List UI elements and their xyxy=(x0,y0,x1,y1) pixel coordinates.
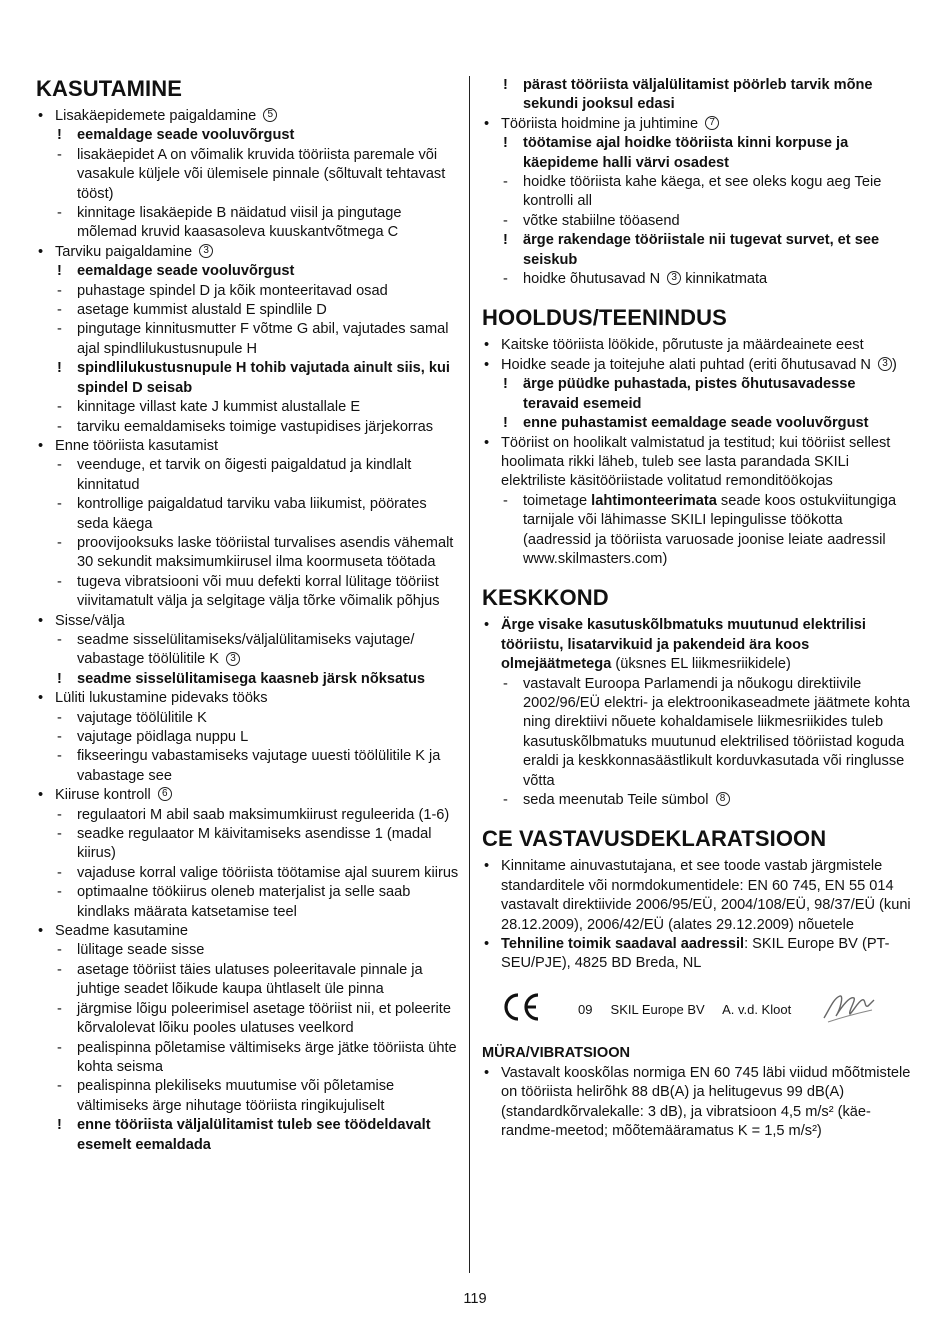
ce-year: 09 xyxy=(578,1001,593,1017)
item-bold-text: Ärge visake kasutuskõlbmatuks muutunud elektrilisi tööriistu, lisatarvikuid ja pakendeid ära koos olmejäätmetega xyxy=(501,617,866,673)
list-item xyxy=(482,356,912,375)
figure-ref-badge: 8 xyxy=(716,792,730,806)
item-text: võtke stabiilne tööasend xyxy=(523,212,680,229)
warning-mark: ! xyxy=(57,360,62,377)
section-heading-keskkond: KESKKOND xyxy=(482,585,609,611)
list-item xyxy=(36,941,461,960)
item-text: enne tööriista väljalülitamist tuleb see töödeldavalt esemelt eemaldada xyxy=(77,1117,431,1153)
item-text: seda meenutab Teile sümbol xyxy=(523,792,709,808)
dash-mark: - xyxy=(57,1039,62,1056)
bullet-mark: • xyxy=(484,356,490,373)
item-text: Tööriista hoidmine ja juhtimine xyxy=(501,115,699,132)
ce-declaration-line xyxy=(482,982,912,1038)
item-text: lülitage seade sisse xyxy=(77,942,205,959)
ce-line-text xyxy=(578,1000,791,1019)
list-item xyxy=(36,126,461,145)
item-text: asetage tööriist täies ulatuses poleeritavale pinnale ja juhtige seadet lõikude kaupa ühtlaselt üle pinna xyxy=(77,961,423,998)
bullet-mark: • xyxy=(38,690,44,707)
item-text: ) xyxy=(892,356,897,373)
dash-mark: - xyxy=(57,496,62,513)
list-item xyxy=(482,857,912,935)
item-text: veenduge, et tarvik on õigesti paigaldatud ja kindlalt kinnitatud xyxy=(77,457,412,493)
dash-mark: - xyxy=(57,321,62,338)
item-text: seadke regulaator M käivitamiseks asendisse 1 (madal kiirus) xyxy=(77,826,432,862)
dash-mark: - xyxy=(503,792,508,808)
dash-mark: - xyxy=(57,631,62,648)
item-text: hoidke õhutusavad N xyxy=(523,271,661,288)
section-heading-noise: MÜRA/VIBRATSIOON xyxy=(482,1044,631,1061)
item-bold-text: Tehniline toimik saadaval aadressil xyxy=(501,936,745,953)
list-item xyxy=(36,320,461,359)
kasutamine-continued-list xyxy=(482,76,912,289)
list-item xyxy=(36,709,461,728)
item-text: toimetage xyxy=(523,492,592,509)
list-item xyxy=(36,825,461,864)
item-text: järgmise lõigu poleerimisel asetage tööriist nii, et poleerite kõrvalolevat lõiku pooles ulatuses veelkord xyxy=(77,1000,451,1037)
right-column xyxy=(482,76,912,1141)
bullet-mark: • xyxy=(38,787,44,804)
item-text: töötamise ajal hoidke tööriista kinni korpuse ja käepideme halli värvi osadest xyxy=(523,135,849,171)
column-divider xyxy=(469,76,470,1273)
signature-icon xyxy=(820,988,876,1028)
item-text: Lüliti lukustamine pidevaks tööks xyxy=(55,690,268,707)
ce-signatory: A. v.d. Kloot xyxy=(722,1001,792,1017)
list-item xyxy=(482,231,912,270)
dash-mark: - xyxy=(57,942,62,959)
list-item xyxy=(482,134,912,173)
bullet-mark: • xyxy=(484,936,490,953)
dash-mark: - xyxy=(503,212,508,229)
list-item xyxy=(36,418,461,437)
list-item xyxy=(36,573,461,612)
list-item xyxy=(482,414,912,433)
list-item xyxy=(36,1039,461,1078)
bullet-mark: • xyxy=(484,434,490,451)
dash-mark: - xyxy=(57,302,62,319)
list-item xyxy=(482,1064,912,1142)
dash-mark: - xyxy=(57,1078,62,1095)
list-item xyxy=(36,301,461,320)
item-text: kinnikatmata xyxy=(681,271,768,288)
dash-mark: - xyxy=(503,174,508,191)
list-item xyxy=(36,631,461,670)
dash-mark: - xyxy=(503,271,508,288)
ce-list xyxy=(482,857,912,973)
list-item xyxy=(482,212,912,231)
list-item xyxy=(36,961,461,1000)
dash-mark: - xyxy=(57,1000,62,1017)
list-item xyxy=(36,786,461,805)
list-item xyxy=(36,747,461,786)
list-item xyxy=(36,689,461,708)
bullet-mark: • xyxy=(38,923,44,940)
bullet-mark: • xyxy=(38,437,44,454)
dash-mark: - xyxy=(503,492,508,509)
dash-mark: - xyxy=(57,884,62,901)
item-text: lisakäepidet A on võimalik kruvida tööriista paremale või vasakule küljele või ülemisele pinnale (sõltuvalt tehtavast tööst) xyxy=(77,146,446,202)
keskkond-list xyxy=(482,616,912,810)
item-text: hoidke tööriista kahe käega, et see oleks kogu aeg Teie kontrolli all xyxy=(523,174,882,210)
list-item xyxy=(36,243,461,262)
item-text: vajaduse korral valige tööriista töötamise ajal suurem kiirus xyxy=(77,864,459,881)
bullet-mark: • xyxy=(38,243,44,260)
dash-mark: - xyxy=(57,399,62,416)
dash-mark: - xyxy=(57,282,62,299)
item-text: vastavalt Euroopa Parlamendi ja nõukogu direktiivile 2002/96/EÜ elektri- ja elektroonikaseadmete jäätmete kohta ning direktiivi nõuete kohaldamisele liikmesriikides tuleb kasutuskõlbmatuks muutunud elektrilised tööriistad koguda eraldi ja keskkonnasäästlikult korduvkasutada või ringlusse võtta xyxy=(523,675,910,789)
list-item xyxy=(36,398,461,417)
list-item xyxy=(36,534,461,573)
warning-mark: ! xyxy=(503,232,508,249)
list-item xyxy=(36,282,461,301)
dash-mark: - xyxy=(57,806,62,823)
list-item xyxy=(36,437,461,456)
item-text: seadme sisselülitamisega kaasneb järsk nõksatus xyxy=(77,670,426,687)
list-item xyxy=(482,173,912,212)
item-text: kontrollige paigaldatud tarviku vaba liikumist, pöörates seda käega xyxy=(77,496,427,532)
section-heading-hooldus: HOOLDUS/TEENINDUS xyxy=(482,305,727,331)
figure-ref-badge: 3 xyxy=(667,271,681,285)
warning-mark: ! xyxy=(503,135,508,152)
list-item xyxy=(482,675,912,791)
bullet-mark: • xyxy=(484,617,490,634)
item-text: proovijooksuks laske tööriistal turvalises asendis vähemalt 30 sekundit maksimumkiirusel ilma koormuseta töötada xyxy=(77,534,454,571)
list-item xyxy=(36,806,461,825)
item-text: Vastavalt kooskõlas normiga EN 60 745 läbi viidud mõõtmistele on tööriista helirõhk 88 dB(A) ja helitugevus 99 dB(A) (standardkõrvalekalle: 3 dB), ja vibratsioon 4,5 m/s² (käe-randme-meetod; mõõtemääramatus K = 1,5 m/s²) xyxy=(501,1064,911,1140)
warning-mark: ! xyxy=(57,670,62,687)
list-item xyxy=(36,922,461,941)
list-item xyxy=(482,76,912,115)
item-text: eemaldage seade vooluvõrgust xyxy=(77,263,295,280)
warning-mark: ! xyxy=(503,77,508,93)
list-item xyxy=(36,146,461,204)
list-item xyxy=(482,616,912,674)
list-item xyxy=(482,434,912,492)
page-number: 119 xyxy=(463,1291,487,1307)
list-item xyxy=(482,270,912,289)
item-text: asetage kummist alustald E spindlile D xyxy=(77,302,327,319)
list-item xyxy=(36,1000,461,1039)
list-item xyxy=(482,375,912,414)
dash-mark: - xyxy=(503,675,508,692)
dash-mark: - xyxy=(57,709,62,726)
item-text: Seadme kasutamine xyxy=(55,923,189,940)
kasutamine-list xyxy=(36,107,461,1155)
list-item xyxy=(36,262,461,281)
item-text: Sisse/välja xyxy=(55,612,125,629)
item-text: seade koos ostukviitungiga tarnijale või lähimasse SKILI lepingulisse töökotta (aadressid ja tööriista varuosade joonise leiate aadressil www.skilmasters.com) xyxy=(523,492,897,567)
bullet-mark: • xyxy=(38,108,44,124)
item-text: regulaatori M abil saab maksimumkiirust reguleerida (1-6) xyxy=(77,806,450,823)
figure-ref-badge: 3 xyxy=(226,652,240,666)
bullet-mark: • xyxy=(38,612,44,629)
item-text: pingutage kinnitusmutter F võtme G abil, vajutades samal ajal spindlilukustusnupule H xyxy=(77,321,449,357)
list-item xyxy=(482,115,912,134)
dash-mark: - xyxy=(57,961,62,978)
left-column xyxy=(36,76,461,1155)
list-item xyxy=(36,456,461,495)
item-text: Hoidke seade ja toitejuhe alati puhtad (eriti õhutusavad N xyxy=(501,356,871,373)
item-text: pealispinna põletamise vältimiseks ärge jätke tööriista ühte kohta seisma xyxy=(77,1039,457,1075)
figure-ref-badge: 3 xyxy=(199,244,213,258)
item-text: enne puhastamist eemaldage seade vooluvõrgust xyxy=(523,415,869,432)
dash-mark: - xyxy=(57,205,62,222)
list-item xyxy=(36,204,461,243)
bullet-mark: • xyxy=(484,337,490,354)
bullet-mark: • xyxy=(484,1064,490,1081)
item-text: Kinnitame ainuvastutajana, et see toode vastab järgmistele standarditele või normdokumentidele: EN 60 745, EN 55 014 vastavalt direktiivide 2006/95/EÜ, 2004/108/EÜ, 98/37/EÜ (kuni 28.12.2009), 2006/42/EÜ (alates 29.12.2009) nõuetele xyxy=(501,858,911,933)
item-text: kinnitage villast kate J kummist alustallale E xyxy=(77,399,361,416)
dash-mark: - xyxy=(57,457,62,474)
figure-ref-badge: 6 xyxy=(158,787,172,801)
warning-mark: ! xyxy=(503,376,508,393)
list-item xyxy=(36,1116,461,1155)
list-item xyxy=(36,495,461,534)
list-item xyxy=(482,935,912,974)
dash-mark: - xyxy=(57,146,62,163)
hooldus-list xyxy=(482,336,912,569)
section-heading-kasutamine: KASUTAMINE xyxy=(36,76,183,101)
item-text: spindlilukustusnupule H tohib vajutada ainult siis, kui spindel D seisab xyxy=(77,360,450,396)
figure-ref-badge: 7 xyxy=(705,116,719,130)
item-text: optimaalne töökiirus oleneb materjalist ja selle saab kindlaks määrata katsetamise teel xyxy=(77,884,411,920)
ce-mark-icon xyxy=(502,992,542,1022)
dash-mark: - xyxy=(57,826,62,843)
list-item xyxy=(36,1077,461,1116)
item-text: vajutage töölülitile K xyxy=(77,709,207,726)
warning-mark: ! xyxy=(57,1117,62,1134)
item-text: : SKIL Europe BV (PT-SEU/PJE), 4825 BD Breda, NL xyxy=(501,936,890,972)
list-item xyxy=(482,492,912,570)
list-item xyxy=(36,864,461,883)
item-text: Tarviku paigaldamine xyxy=(55,243,193,260)
item-text: Tööriist on hoolikalt valmistatud ja testitud; kui tööriist sellest hoolimata rikki läheb, tuleb see lasta parandada SKILi elektriliste käsitööriistade volitatud remonditöökojas xyxy=(501,434,891,490)
list-item xyxy=(482,791,912,810)
warning-mark: ! xyxy=(57,127,62,144)
dash-mark: - xyxy=(57,534,62,551)
item-text: Kiiruse kontroll xyxy=(55,787,151,804)
warning-mark: ! xyxy=(57,263,62,280)
dash-mark: - xyxy=(57,748,62,765)
ce-company: SKIL Europe BV xyxy=(610,1001,705,1017)
item-text: ärge püüdke puhastada, pistes õhutusavadesse teravaid esemeid xyxy=(523,376,856,412)
section-heading-ce: CE VASTAVUSDEKLARATSIOON xyxy=(482,826,827,852)
noise-list xyxy=(482,1064,912,1142)
item-text: Lisakäepidemete paigaldamine xyxy=(55,108,257,124)
list-item xyxy=(36,728,461,747)
item-text: Kaitske tööriista löökide, põrutuste ja määrdeainete eest xyxy=(501,337,864,354)
item-text: kinnitage lisakäepide B näidatud viisil ja pingutage mõlemad kruvid kaasasoleva kuuskantvõtmega C xyxy=(77,205,402,241)
item-text: fikseeringu vabastamiseks vajutage uuesti töölülitile K ja vabastage see xyxy=(77,748,441,784)
item-text: (üksnes EL liikmesriikidele) xyxy=(611,656,791,673)
dash-mark: - xyxy=(57,418,62,435)
list-item xyxy=(36,883,461,922)
item-bold-text: lahtimonteerimata xyxy=(591,492,717,509)
dash-mark: - xyxy=(57,864,62,881)
item-text: ärge rakendage tööriistale nii tugevat survet, et see seiskub xyxy=(523,232,880,268)
item-text: vajutage pöidlaga nuppu L xyxy=(77,729,249,745)
list-item xyxy=(36,670,461,689)
list-item xyxy=(36,612,461,631)
item-text: puhastage spindel D ja kõik monteeritavad osad xyxy=(77,282,388,299)
item-text: pealispinna plekiliseks muutumise või põletamise vältimiseks ärge nihutage tööriista ringikujuliselt xyxy=(77,1078,395,1114)
list-item xyxy=(482,336,912,355)
dash-mark: - xyxy=(57,573,62,590)
dash-mark: - xyxy=(57,729,62,745)
item-text: pärast tööriista väljalülitamist pöörleb tarvik mõne sekundi jooksul edasi xyxy=(523,77,873,113)
item-text: seadme sisselülitamiseks/väljalülitamiseks vajutage/ vabastage töölülitile K xyxy=(77,631,415,668)
figure-ref-badge: 3 xyxy=(878,357,892,371)
list-item xyxy=(36,359,461,398)
figure-ref-badge: 5 xyxy=(263,108,277,122)
bullet-mark: • xyxy=(484,115,490,132)
item-text: Enne tööriista kasutamist xyxy=(55,437,219,454)
item-text: tugeva vibratsiooni või muu defekti korral lülitage tööriist viivitamatult välja ja selgitage välja tõrke võimalik põhjus xyxy=(77,573,440,610)
item-text: eemaldage seade vooluvõrgust xyxy=(77,127,295,144)
bullet-mark: • xyxy=(484,858,490,875)
item-text: tarviku eemaldamiseks toimige vastupidises järjekorras xyxy=(77,418,434,435)
list-item xyxy=(36,107,461,126)
warning-mark: ! xyxy=(503,415,508,432)
